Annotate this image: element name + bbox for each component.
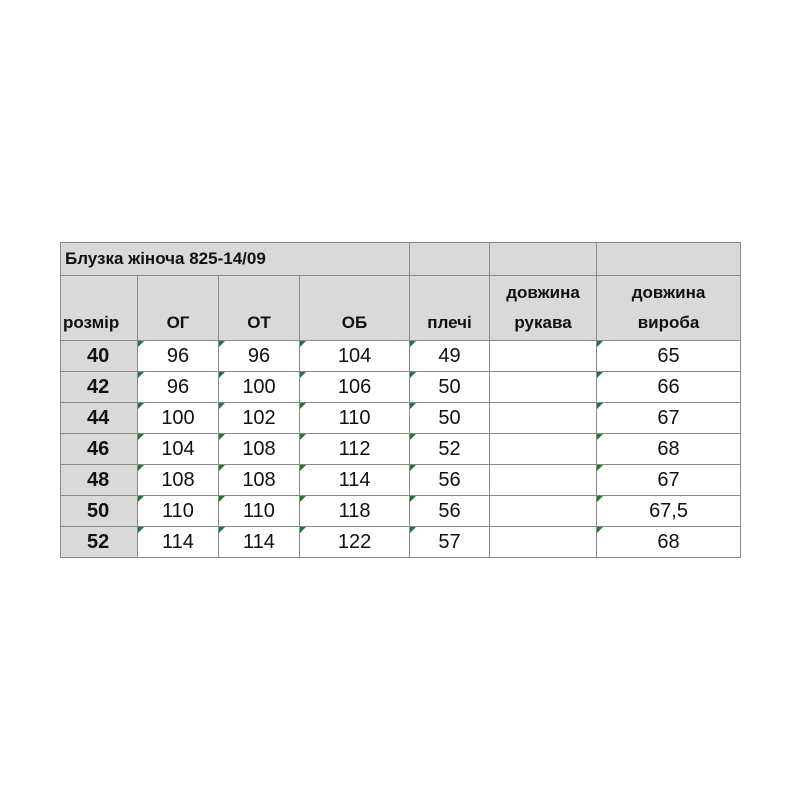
cell-shoulders: 50: [410, 403, 490, 434]
cell-og: 96: [138, 341, 219, 372]
table-row: [61, 341, 741, 372]
table-row: [61, 434, 741, 465]
cell-size: 52: [61, 527, 138, 558]
cell-ob: 104: [300, 341, 410, 372]
cell-og: 104: [138, 434, 219, 465]
cell-ot: 96: [219, 341, 300, 372]
cell-ob: 106: [300, 372, 410, 403]
cell-ot: 100: [219, 372, 300, 403]
cell-size: 50: [61, 496, 138, 527]
cell-ob: 122: [300, 527, 410, 558]
table-row: [61, 403, 741, 434]
cell-og: 96: [138, 372, 219, 403]
cell-length: 66: [597, 372, 741, 403]
cell-size: 44: [61, 403, 138, 434]
header-og: ОГ: [138, 276, 219, 341]
header-size: розмір: [61, 276, 138, 341]
cell-ot: 110: [219, 496, 300, 527]
cell-size: 40: [61, 341, 138, 372]
table-row: [61, 465, 741, 496]
cell-sleeve: [490, 372, 597, 403]
cell-length: 68: [597, 527, 741, 558]
cell-ob: 112: [300, 434, 410, 465]
header-sleeve-length: [490, 276, 597, 341]
cell-shoulders: 56: [410, 496, 490, 527]
cell-shoulders: 50: [410, 372, 490, 403]
cell-sleeve: [490, 403, 597, 434]
cell-length: 65: [597, 341, 741, 372]
cell-shoulders: 56: [410, 465, 490, 496]
title-row: [61, 243, 741, 276]
size-table: [60, 242, 741, 558]
cell-shoulders: 52: [410, 434, 490, 465]
cell-og: 108: [138, 465, 219, 496]
cell-size: 48: [61, 465, 138, 496]
cell-shoulders: 57: [410, 527, 490, 558]
header-ob: ОБ: [300, 276, 410, 341]
header-shoulders: плечі: [410, 276, 490, 341]
cell-og: 110: [138, 496, 219, 527]
cell-sleeve: [490, 341, 597, 372]
header-length-line1: довжина: [631, 283, 706, 302]
table-title: Блузка жіноча 825-14/09: [61, 243, 410, 276]
cell-size: 42: [61, 372, 138, 403]
title-blank-cell: [597, 243, 741, 276]
header-length-line2: вироба: [637, 313, 700, 332]
cell-ot: 102: [219, 403, 300, 434]
header-garment-length: [597, 276, 741, 341]
cell-ob: 118: [300, 496, 410, 527]
cell-length: 67,5: [597, 496, 741, 527]
header-ot: ОТ: [219, 276, 300, 341]
cell-sleeve: [490, 527, 597, 558]
title-blank-cell: [490, 243, 597, 276]
cell-sleeve: [490, 496, 597, 527]
cell-ot: 108: [219, 465, 300, 496]
cell-sleeve: [490, 465, 597, 496]
table-row: [61, 527, 741, 558]
header-sleeve-line2: рукава: [514, 313, 572, 332]
cell-ob: 110: [300, 403, 410, 434]
cell-shoulders: 49: [410, 341, 490, 372]
cell-size: 46: [61, 434, 138, 465]
cell-og: 114: [138, 527, 219, 558]
cell-length: 67: [597, 465, 741, 496]
cell-ob: 114: [300, 465, 410, 496]
cell-sleeve: [490, 434, 597, 465]
cell-length: 67: [597, 403, 741, 434]
title-blank-cell: [410, 243, 490, 276]
header-row: [61, 276, 741, 341]
cell-ot: 114: [219, 527, 300, 558]
table-row: [61, 372, 741, 403]
cell-og: 100: [138, 403, 219, 434]
cell-ot: 108: [219, 434, 300, 465]
table-row: [61, 496, 741, 527]
cell-length: 68: [597, 434, 741, 465]
header-sleeve-line1: довжина: [506, 283, 580, 302]
